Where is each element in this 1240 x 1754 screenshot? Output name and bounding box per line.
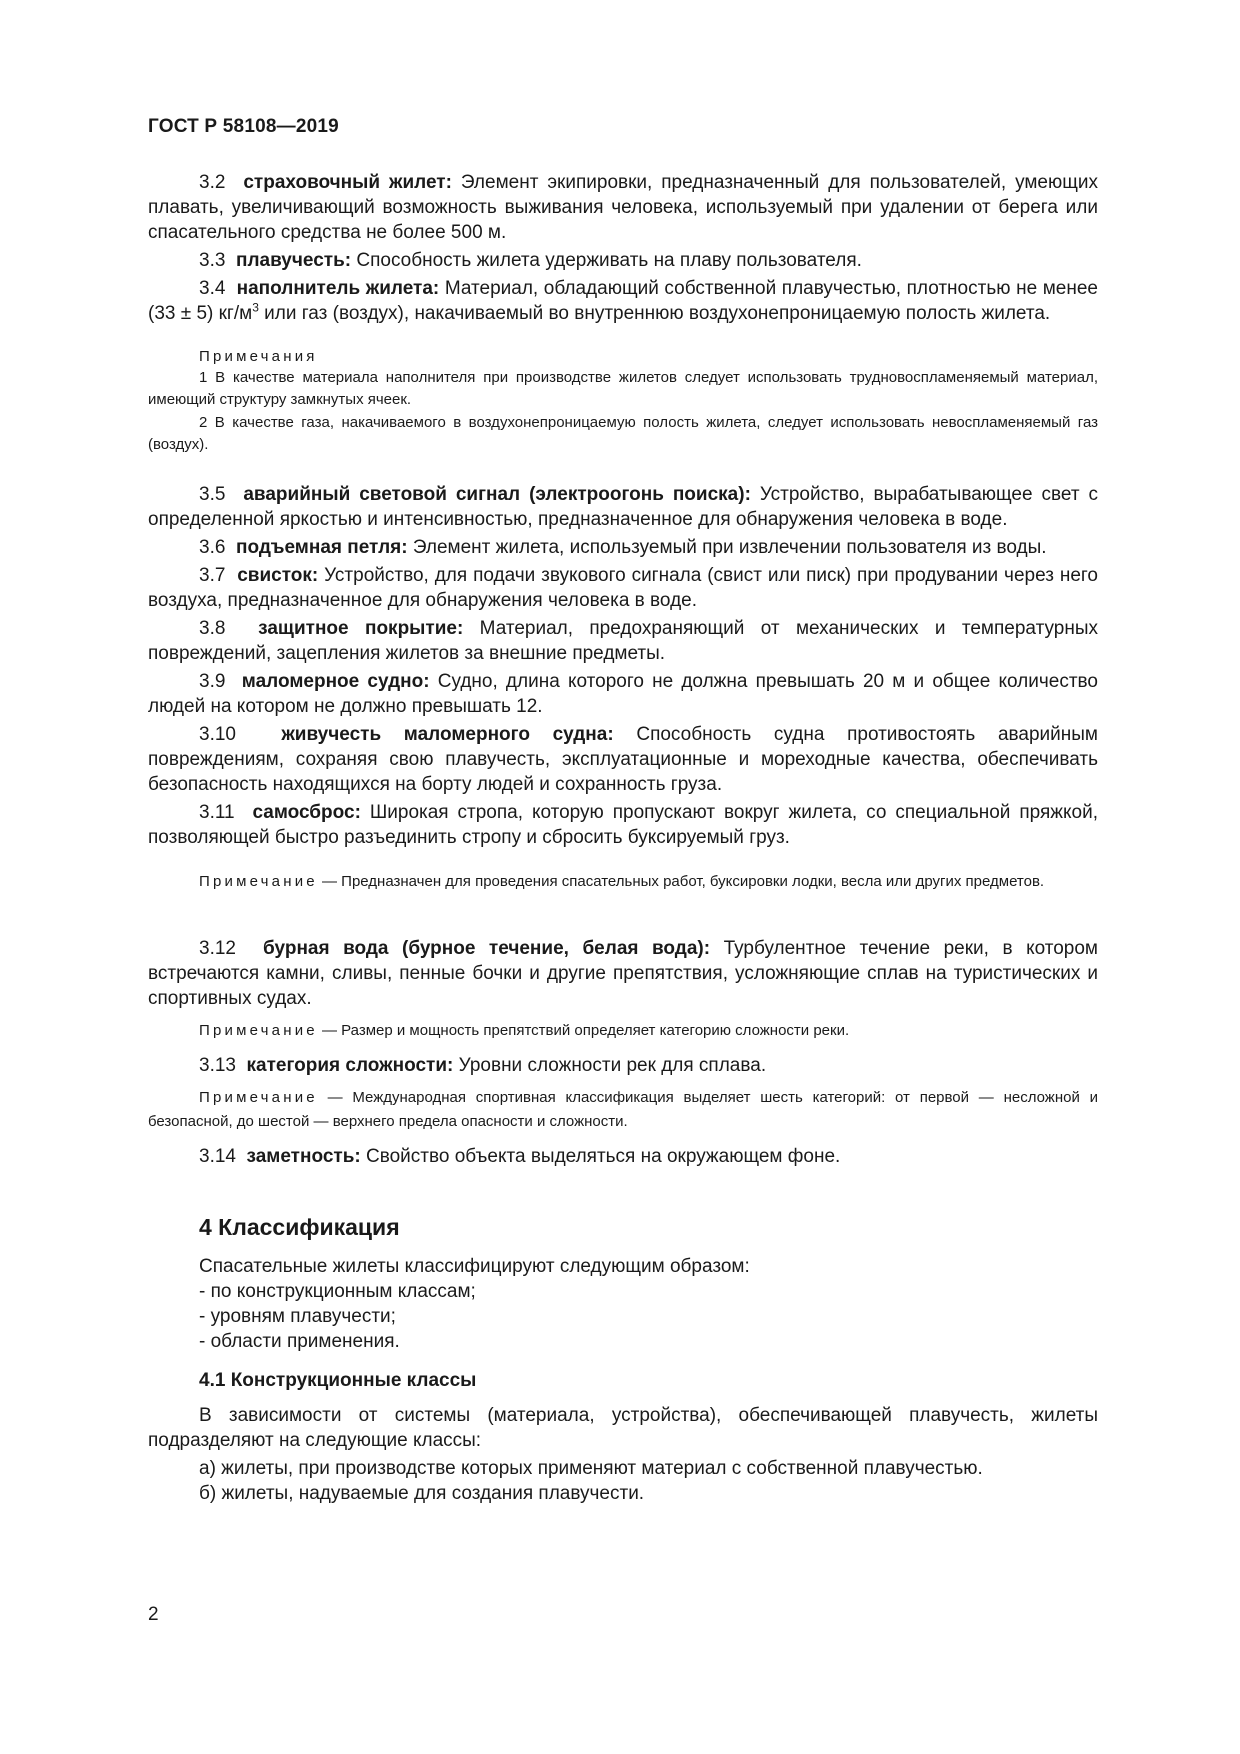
subsection-intro: В зависимости от системы (материала, устройства), обеспечивающей плавучесть, жилеты подразделяют на следующие классы: [148,1405,1098,1451]
subsection-title: 4.1 Конструкционные классы [199,1370,477,1391]
list-item: - уровням плавучести; [199,1306,396,1327]
term-name: аварийный световой сигнал (электроогонь поиска): [243,484,751,505]
term-3-3: 3.3 плавучесть: Способность жилета удерживать на плаву пользователя. [199,250,862,271]
term-3-7: 3.7 свисток: Устройство, для подачи звукового сигнала (свист или писк) при продувании через него воздуха, предназначенное для обнаружения человека в воде. [148,565,1098,611]
term-3-9: 3.9 маломерное судно: Судно, длина которого не должна превышать 20 м и общее количество людей на котором не должно превышать 12. [148,671,1098,717]
note-label: Примечание [199,1022,318,1039]
page-number: 2 [148,1604,159,1625]
term-3-8: 3.8 защитное покрытие: Материал, предохраняющий от механических и температурных повреждений, зацепления жилетов за внешние предметы. [148,618,1098,664]
section-title: 4 Классификация [199,1214,400,1240]
section-intro: Спасательные жилеты классифицируют следующим образом: [199,1256,750,1277]
term-3-5: 3.5 аварийный световой сигнал (электроогонь поиска): Устройство, вырабатывающее свет с определенной яркостью и интенсивностью, предназначенное для обнаружения человека в воде. [148,484,1098,530]
term-name: наполнитель жилета: [236,278,440,299]
term-name: свисток: [237,565,319,586]
note-label: Примечание [199,873,318,890]
term-3-12: 3.12 бурная вода (бурное течение, белая вода): Турбулентное течение реки, в котором встречаются камни, сливы, пенные бочки и другие препятствия, усложняющие сплав на туристических и спортивных судах. [148,938,1098,1009]
list-item: б) жилеты, надуваемые для создания плавучести. [199,1483,645,1504]
term-3-4: 3.4 наполнитель жилета: Материал, обладающий собственной плавучестью, плотностью не менее (33 ± 5) $кг/м^3$ или газ (воздух), накачиваемый во внутреннюю воздухонепроницаемую полость жилета. [148,278,1098,324]
section-4-1 [148,1368,1098,1506]
section-4 [148,1215,1098,1354]
document-header: ГОСТ Р 58108—2019 [148,116,339,137]
term-name: плавучесть: [235,250,352,271]
term-name: самосброс: [252,802,361,823]
term-name: бурная вода (бурное течение, белая вода): [263,938,711,959]
list-item: - области применения. [199,1331,400,1352]
term-name: страховочный жилет: [243,172,452,193]
note-item: 2 В качестве газа, накачиваемого в воздухонепроницаемую полость жилета, следует использовать невоспламеняемый газ (воздух). [148,414,1098,453]
term-3-14: 3.14 заметность: Свойство объекта выделяться на окружающем фоне. [199,1146,841,1167]
note-label: Примечание [199,1089,318,1106]
note-3-13: Примечание — Международная спортивная классификация выделяет шесть категорий: от первой — несложной и безопасной, до шестой — верхнего предела опасности и сложности. [148,1089,1098,1130]
notes-block [148,346,1098,456]
document-body [148,170,1098,1506]
term-3-11: 3.11 самосброс: Широкая стропа, которую пропускают вокруг жилета, со специальной пряжкой, позволяющей быстро разъединить стропу и сбросить буксируемый груз. [148,802,1098,848]
list-item: а) жилеты, при производстве которых применяют материал с собственной плавучестью. [199,1458,983,1479]
list-item: - по конструкционным классам; [199,1281,476,1302]
note-3-12: Примечание — Размер и мощность препятствий определяет категорию сложности реки. [199,1022,850,1039]
notes-heading: Примечания [199,348,318,365]
term-3-6: 3.6 подъемная петля: Элемент жилета, используемый при извлечении пользователя из воды. [199,537,1047,558]
term-name: маломерное судно: [241,671,430,692]
term-3-10: 3.10 живучесть маломерного судна: Способность судна противостоять аварийным повреждениям, сохраняя свою плавучесть, эксплуатационные и мореходные качества, обеспечивать безопасность находящихся на борту людей и сохранность груза. [148,724,1098,795]
term-name: живучесть маломерного судна: [281,724,614,745]
term-3-2: 3.2 страховочный жилет: Элемент экипировки, предназначенный для пользователей, умеющих плавать, увеличивающий возможность выживания человека, используемый при удалении от берега или спасательного средства не более 500 м. [148,172,1098,243]
term-name: подъемная петля: [235,537,408,558]
note-3-11: Примечание — Предназначен для проведения спасательных работ, буксировки лодки, весла или других предметов. [199,873,1045,890]
term-3-13: 3.13 категория сложности: Уровни сложности рек для сплава. [199,1055,767,1076]
term-name: защитное покрытие: [258,618,464,639]
term-name: заметность: [246,1146,361,1167]
term-name: категория сложности: [246,1055,454,1076]
note-item: 1 В качестве материала наполнителя при производстве жилетов следует использовать трудновоспламеняемый материал, имеющий структуру замкнутых ячеек. [148,369,1098,408]
